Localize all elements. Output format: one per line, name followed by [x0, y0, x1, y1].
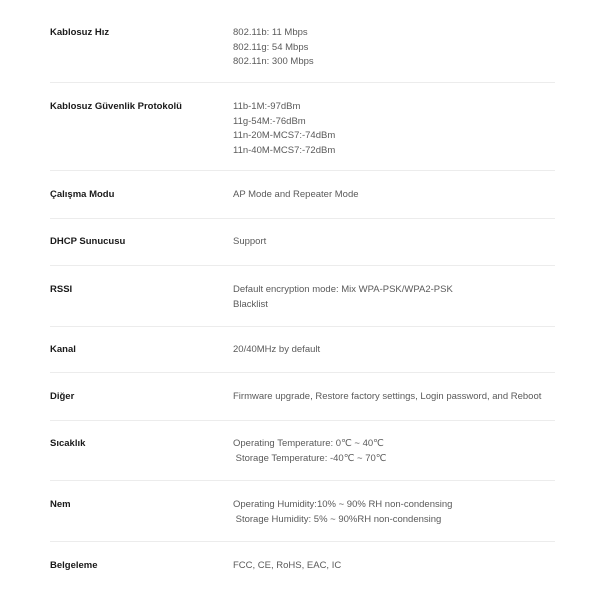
row-divider [50, 541, 555, 542]
spec-value-line: 11g-54M:-76dBm [233, 115, 306, 127]
spec-value-line: 20/40MHz by default [233, 344, 321, 355]
spec-value-line: Storage Temperature: -40℃ ~ 70℃ [233, 452, 387, 464]
spec-values [233, 235, 563, 250]
spec-value-line: 11n-20M-MCS7:-74dBm [233, 130, 336, 141]
spec-values [233, 283, 563, 312]
spec-label: Belgeleme [50, 560, 98, 571]
spec-label: Diğer [50, 391, 75, 402]
spec-value-line: Default encryption mode: Mix WPA-PSK/WPA2-PSK [233, 284, 453, 295]
spec-values [233, 498, 563, 527]
row-divider [50, 326, 555, 327]
spec-value-line: Support [233, 236, 267, 247]
row-divider [50, 372, 555, 373]
row-divider [50, 170, 555, 171]
spec-value-line: 11n-40M-MCS7:-72dBm [233, 144, 336, 156]
spec-values [233, 437, 563, 466]
spec-value-line: 11b-1M:-97dBm [233, 101, 301, 112]
spec-values [233, 559, 563, 574]
spec-value-line: FCC, CE, RoHS, EAC, IC [233, 560, 342, 571]
spec-label: Kablosuz Hız [50, 27, 110, 38]
spec-label: Sıcaklık [50, 438, 86, 449]
spec-values [233, 390, 563, 405]
row-divider [50, 420, 555, 421]
spec-value-line: Firmware upgrade, Restore factory settings, Login password, and Reboot [233, 391, 542, 402]
spec-value-line: Operating Humidity:10% ~ 90% RH non-condensing [233, 499, 453, 510]
spec-label: Kanal [50, 344, 76, 355]
spec-value-line: 802.11n: 300 Mbps [233, 56, 314, 67]
spec-label: DHCP Sunucusu [50, 236, 126, 247]
spec-value-line: 802.11b: 11 Mbps [233, 27, 308, 38]
spec-values [233, 26, 563, 70]
row-divider [50, 265, 555, 266]
row-divider [50, 218, 555, 219]
row-divider [50, 480, 555, 481]
spec-values [233, 100, 563, 158]
spec-label: Çalışma Modu [50, 189, 115, 200]
spec-value-line: Storage Humidity: 5% ~ 90%RH non-condensing [233, 513, 442, 525]
spec-label: Kablosuz Güvenlik Protokolü [50, 101, 182, 112]
spec-value-line: AP Mode and Repeater Mode [233, 189, 359, 200]
spec-values [233, 188, 563, 203]
spec-value-line: Blacklist [233, 298, 268, 310]
spec-values [233, 343, 563, 358]
spec-value-line: Operating Temperature: 0℃ ~ 40℃ [233, 438, 384, 449]
spec-label: Nem [50, 499, 71, 510]
row-divider [50, 82, 555, 83]
spec-label: RSSI [50, 284, 73, 295]
spec-value-line: 802.11g: 54 Mbps [233, 41, 309, 53]
